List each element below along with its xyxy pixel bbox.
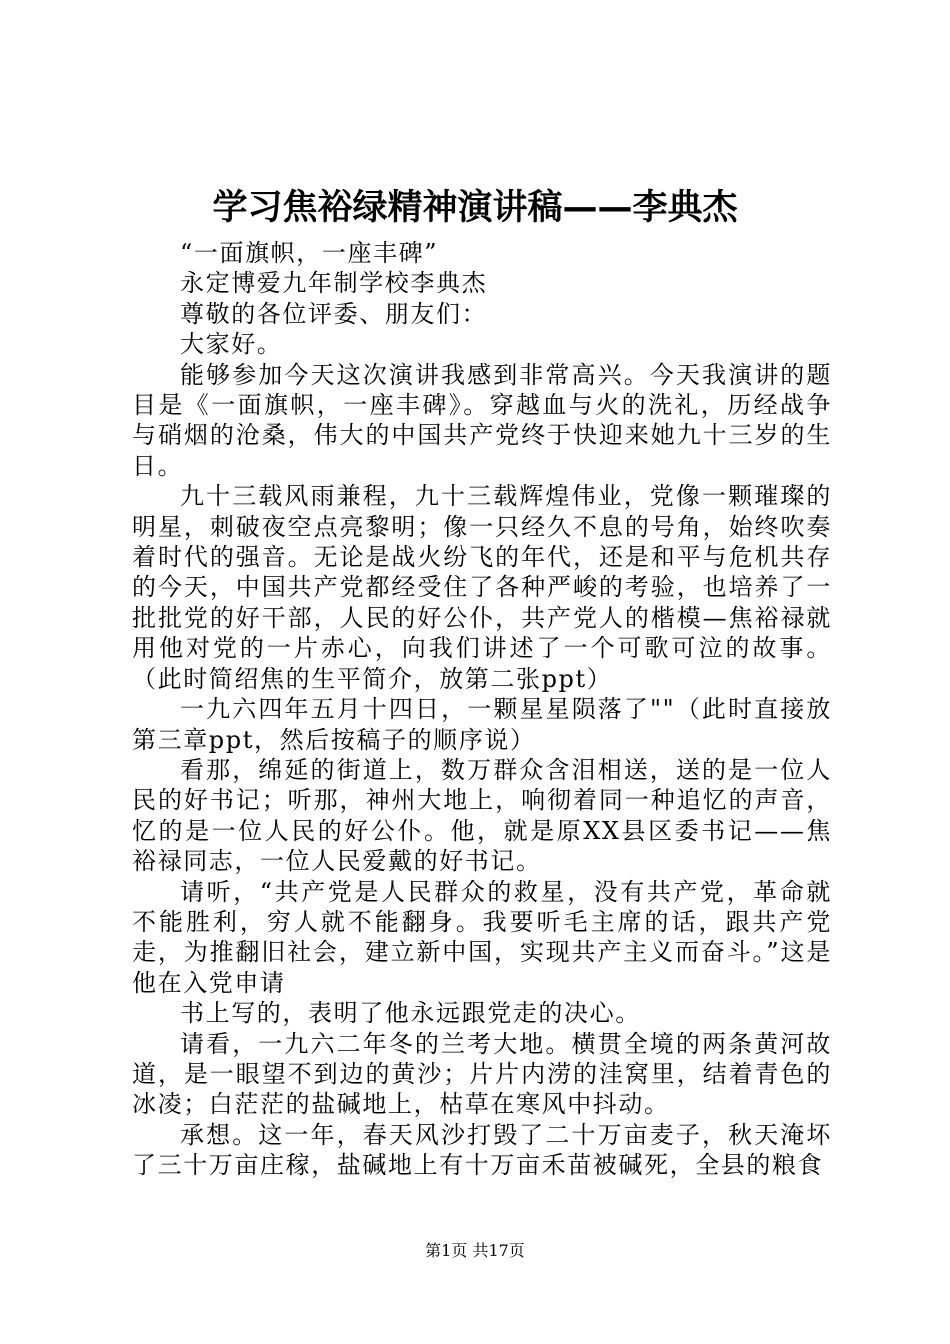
paragraph: 九十三载风雨兼程，九十三载辉煌伟业，党像一颗璀璨的明星，刺破夜空点亮黎明；像一只经久不息的号角，始终吹奏着时代的强音。无论是战火纷飞的年代，还是和平与危机共存的今天，中国共产党都经受住了各种严峻的考验，也培养了一批批党的好干部，人民的好公仆，共产党人的楷模—焦裕禄就用他对党的一片赤心，向我们讲述了一个可歌可泣的故事。（此时简绍焦的生平简介，放第二张ppt） bbox=[132, 482, 832, 693]
paragraph: 请看，一九六二年冬的兰考大地。横贯全境的两条黄河故道，是一眼望不到边的黄沙；片片内涝的洼窝里，结着青色的冰凌；白茫茫的盐碱地上，枯草在寒风中抖动。 bbox=[132, 1029, 832, 1119]
page-number-footer: 第1页 共17页 bbox=[425, 1241, 525, 1260]
document-body bbox=[132, 238, 832, 1181]
paragraph: 一九六四年五月十四日，一颗星星陨落了""（此时直接放第三章ppt，然后按稿子的顺序说） bbox=[132, 695, 832, 754]
paragraph-salutation: 尊敬的各位评委、朋友们： bbox=[180, 299, 488, 328]
paragraph: 书上写的，表明了他永远跟党走的决心。 bbox=[180, 999, 641, 1028]
paragraph-greeting: 大家好。 bbox=[180, 330, 283, 359]
paragraph-author: 永定博爱九年制学校李典杰 bbox=[180, 269, 488, 298]
paragraph: 承想。这一年，春天风沙打毁了二十万亩麦子，秋天淹坏了三十万亩庄稼，盐碱地上有十万亩禾苗被碱死，全县的粮食 bbox=[132, 1120, 832, 1180]
paragraph: 看那，绵延的街道上，数万群众含泪相送，送的是一位人民的好书记；听那，神州大地上，响彻着同一种追忆的声音，忆的是一位人民的好公仆。他，就是原XX县区委书记——焦裕禄同志，一位人民爱戴的好书记。 bbox=[132, 755, 832, 876]
paragraph-subtitle: “一面旗帜，一座丰碑” bbox=[180, 239, 439, 267]
paragraph: 请听，“共产党是人民群众的救星，没有共产党，革命就不能胜利，穷人就不能翻身。我要听毛主席的话，跟共产党走，为推翻旧社会，建立新中国，实现共产主义而奋斗。”这是他在入党申请 bbox=[132, 877, 832, 997]
document-title: 学习焦裕绿精神演讲稿——李典杰 bbox=[212, 188, 738, 228]
paragraph: 能够参加今天这次演讲我感到非常高兴。今天我演讲的题目是《一面旗帜，一座丰碑》。穿越血与火的洗礼，历经战争与硝烟的沧桑，伟大的中国共产党终于快迎来她九十三岁的生日。 bbox=[132, 360, 832, 480]
